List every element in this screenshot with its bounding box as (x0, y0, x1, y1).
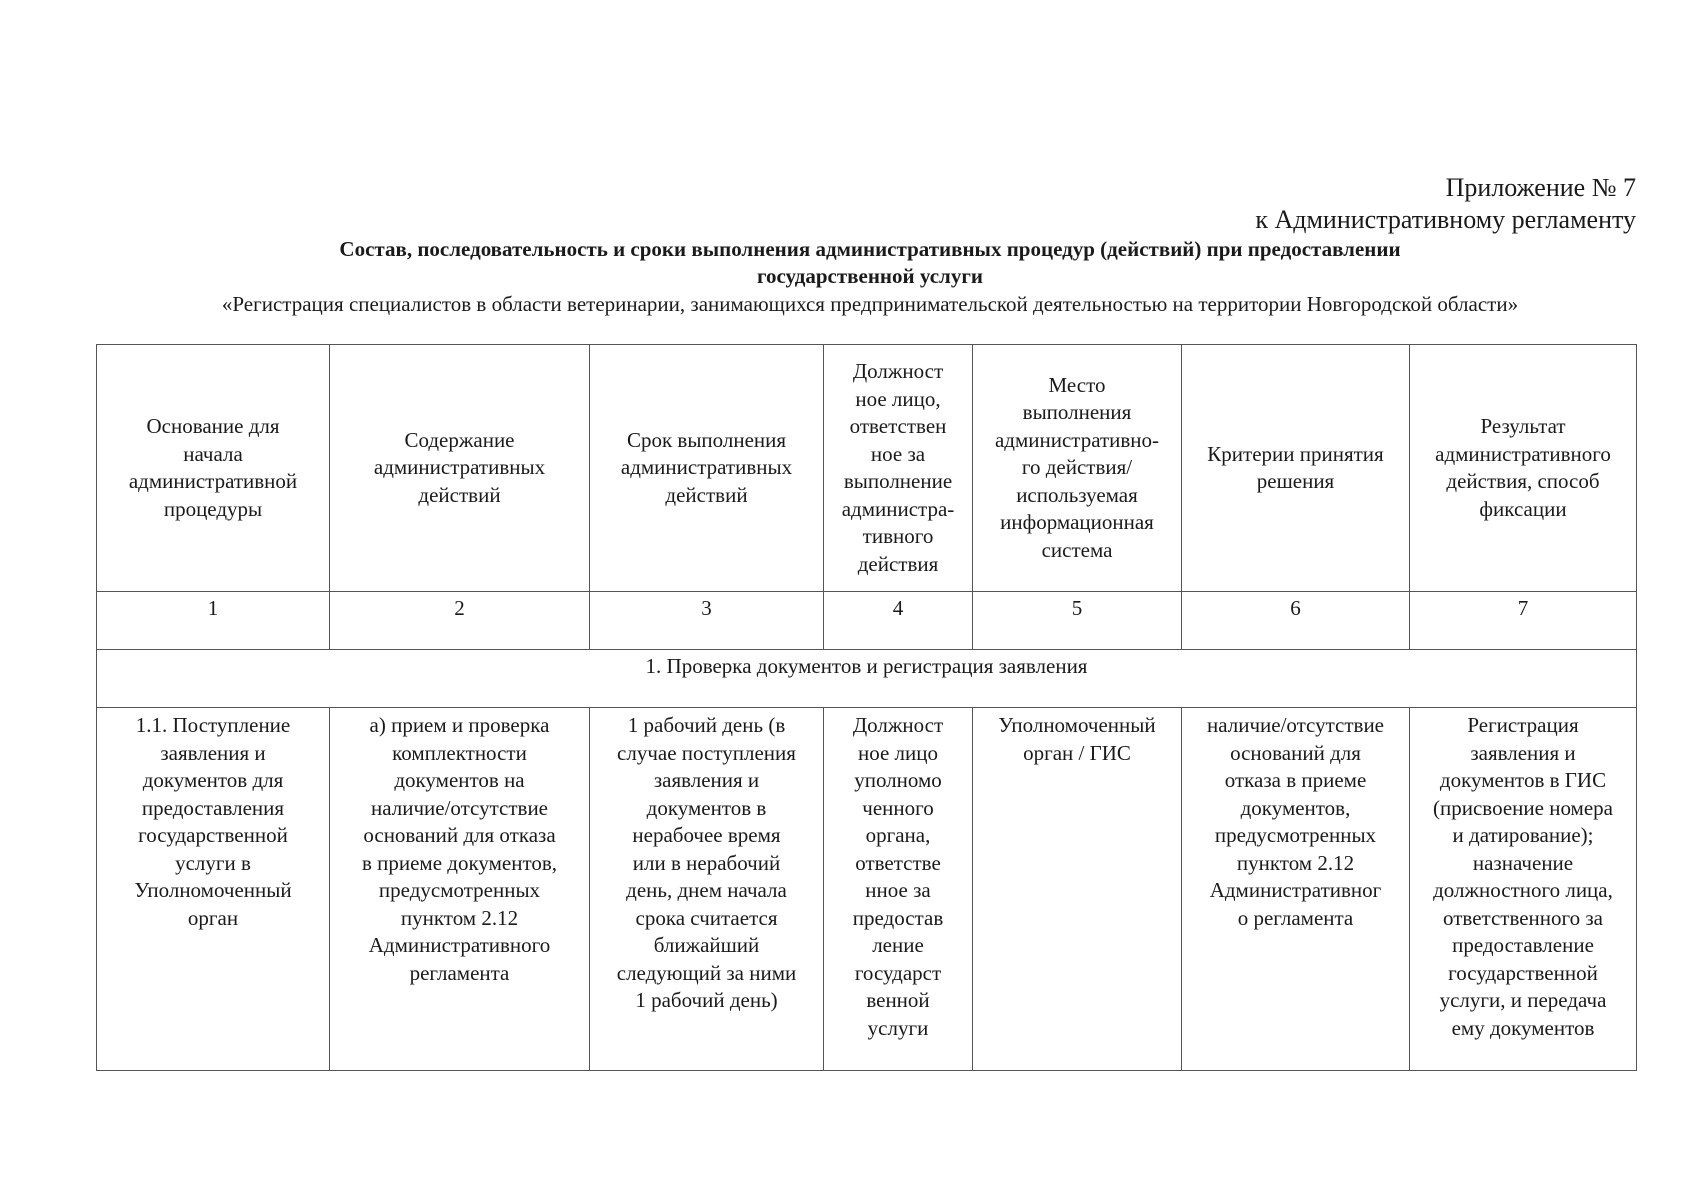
cell-content: а) прием и проверка комплектности документов на наличие/отсутствие оснований для отказа в приеме документов, предусмотренных пунктом 2.12 Административного регламента (330, 708, 590, 1071)
service-name: «Регистрация специалистов в области ветеринарии, занимающихся предпринимательской деятельностью на территории Новгородской области» (221, 292, 1519, 316)
table-row (97, 708, 1637, 1071)
document-title (100, 236, 1640, 318)
header-cell-result: Результат административного действия, способ фиксации (1410, 345, 1637, 592)
title-line-2: государственной услуги (757, 264, 983, 288)
header-cell-term: Срок выполнения административных действий (590, 345, 824, 592)
procedures-table (96, 344, 1637, 1071)
table-number-row (97, 592, 1637, 650)
appendix-reference: к Административному регламенту (1255, 205, 1636, 234)
header-cell-place: Место выполнения административно- го действия/ используемая информационная система (973, 345, 1182, 592)
column-number: 2 (330, 592, 590, 650)
table-header-row (97, 345, 1637, 592)
header-cell-basis: Основание для начала административной процедуры (97, 345, 330, 592)
cell-place: Уполномоченный орган / ГИС (973, 708, 1182, 1071)
title-bold (250, 236, 1490, 290)
table-section-row (97, 650, 1637, 708)
header-cell-official: Должност ное лицо, ответствен ное за выполнение администра- тивного действия (824, 345, 973, 592)
cell-result: Регистрация заявления и документов в ГИС (присвоение номера и датирование); назначение должностного лица, ответственного за предоставление государственной услуги, и передача ему документов (1410, 708, 1637, 1071)
title-line-1: Состав, последовательность и сроки выполнения административных процедур (действий) при предоставлении (339, 237, 1401, 261)
column-number: 6 (1182, 592, 1410, 650)
column-number: 5 (973, 592, 1182, 650)
cell-term: 1 рабочий день (в случае поступления заявления и документов в нерабочее время или в нерабочий день, днем начала срока считается ближайший следующий за ними 1 рабочий день) (590, 708, 824, 1071)
cell-basis: 1.1. Поступление заявления и документов для предоставления государственной услуги в Уполномоченный орган (97, 708, 330, 1071)
header-cell-content: Содержание административных действий (330, 345, 590, 592)
column-number: 1 (97, 592, 330, 650)
column-number: 3 (590, 592, 824, 650)
appendix-note (1255, 172, 1636, 236)
cell-criteria: наличие/отсутствие оснований для отказа в приеме документов, предусмотренных пунктом 2.12 Административног о регламента (1182, 708, 1410, 1071)
column-number: 7 (1410, 592, 1637, 650)
cell-official: Должност ное лицо уполномо ченного органа, ответстве нное за предостав ление государст венной услуги (824, 708, 973, 1071)
header-cell-criteria: Критерии принятия решения (1182, 345, 1410, 592)
section-title: 1. Проверка документов и регистрация заявления (97, 650, 1637, 708)
column-number: 4 (824, 592, 973, 650)
appendix-number: Приложение № 7 (1445, 173, 1636, 202)
